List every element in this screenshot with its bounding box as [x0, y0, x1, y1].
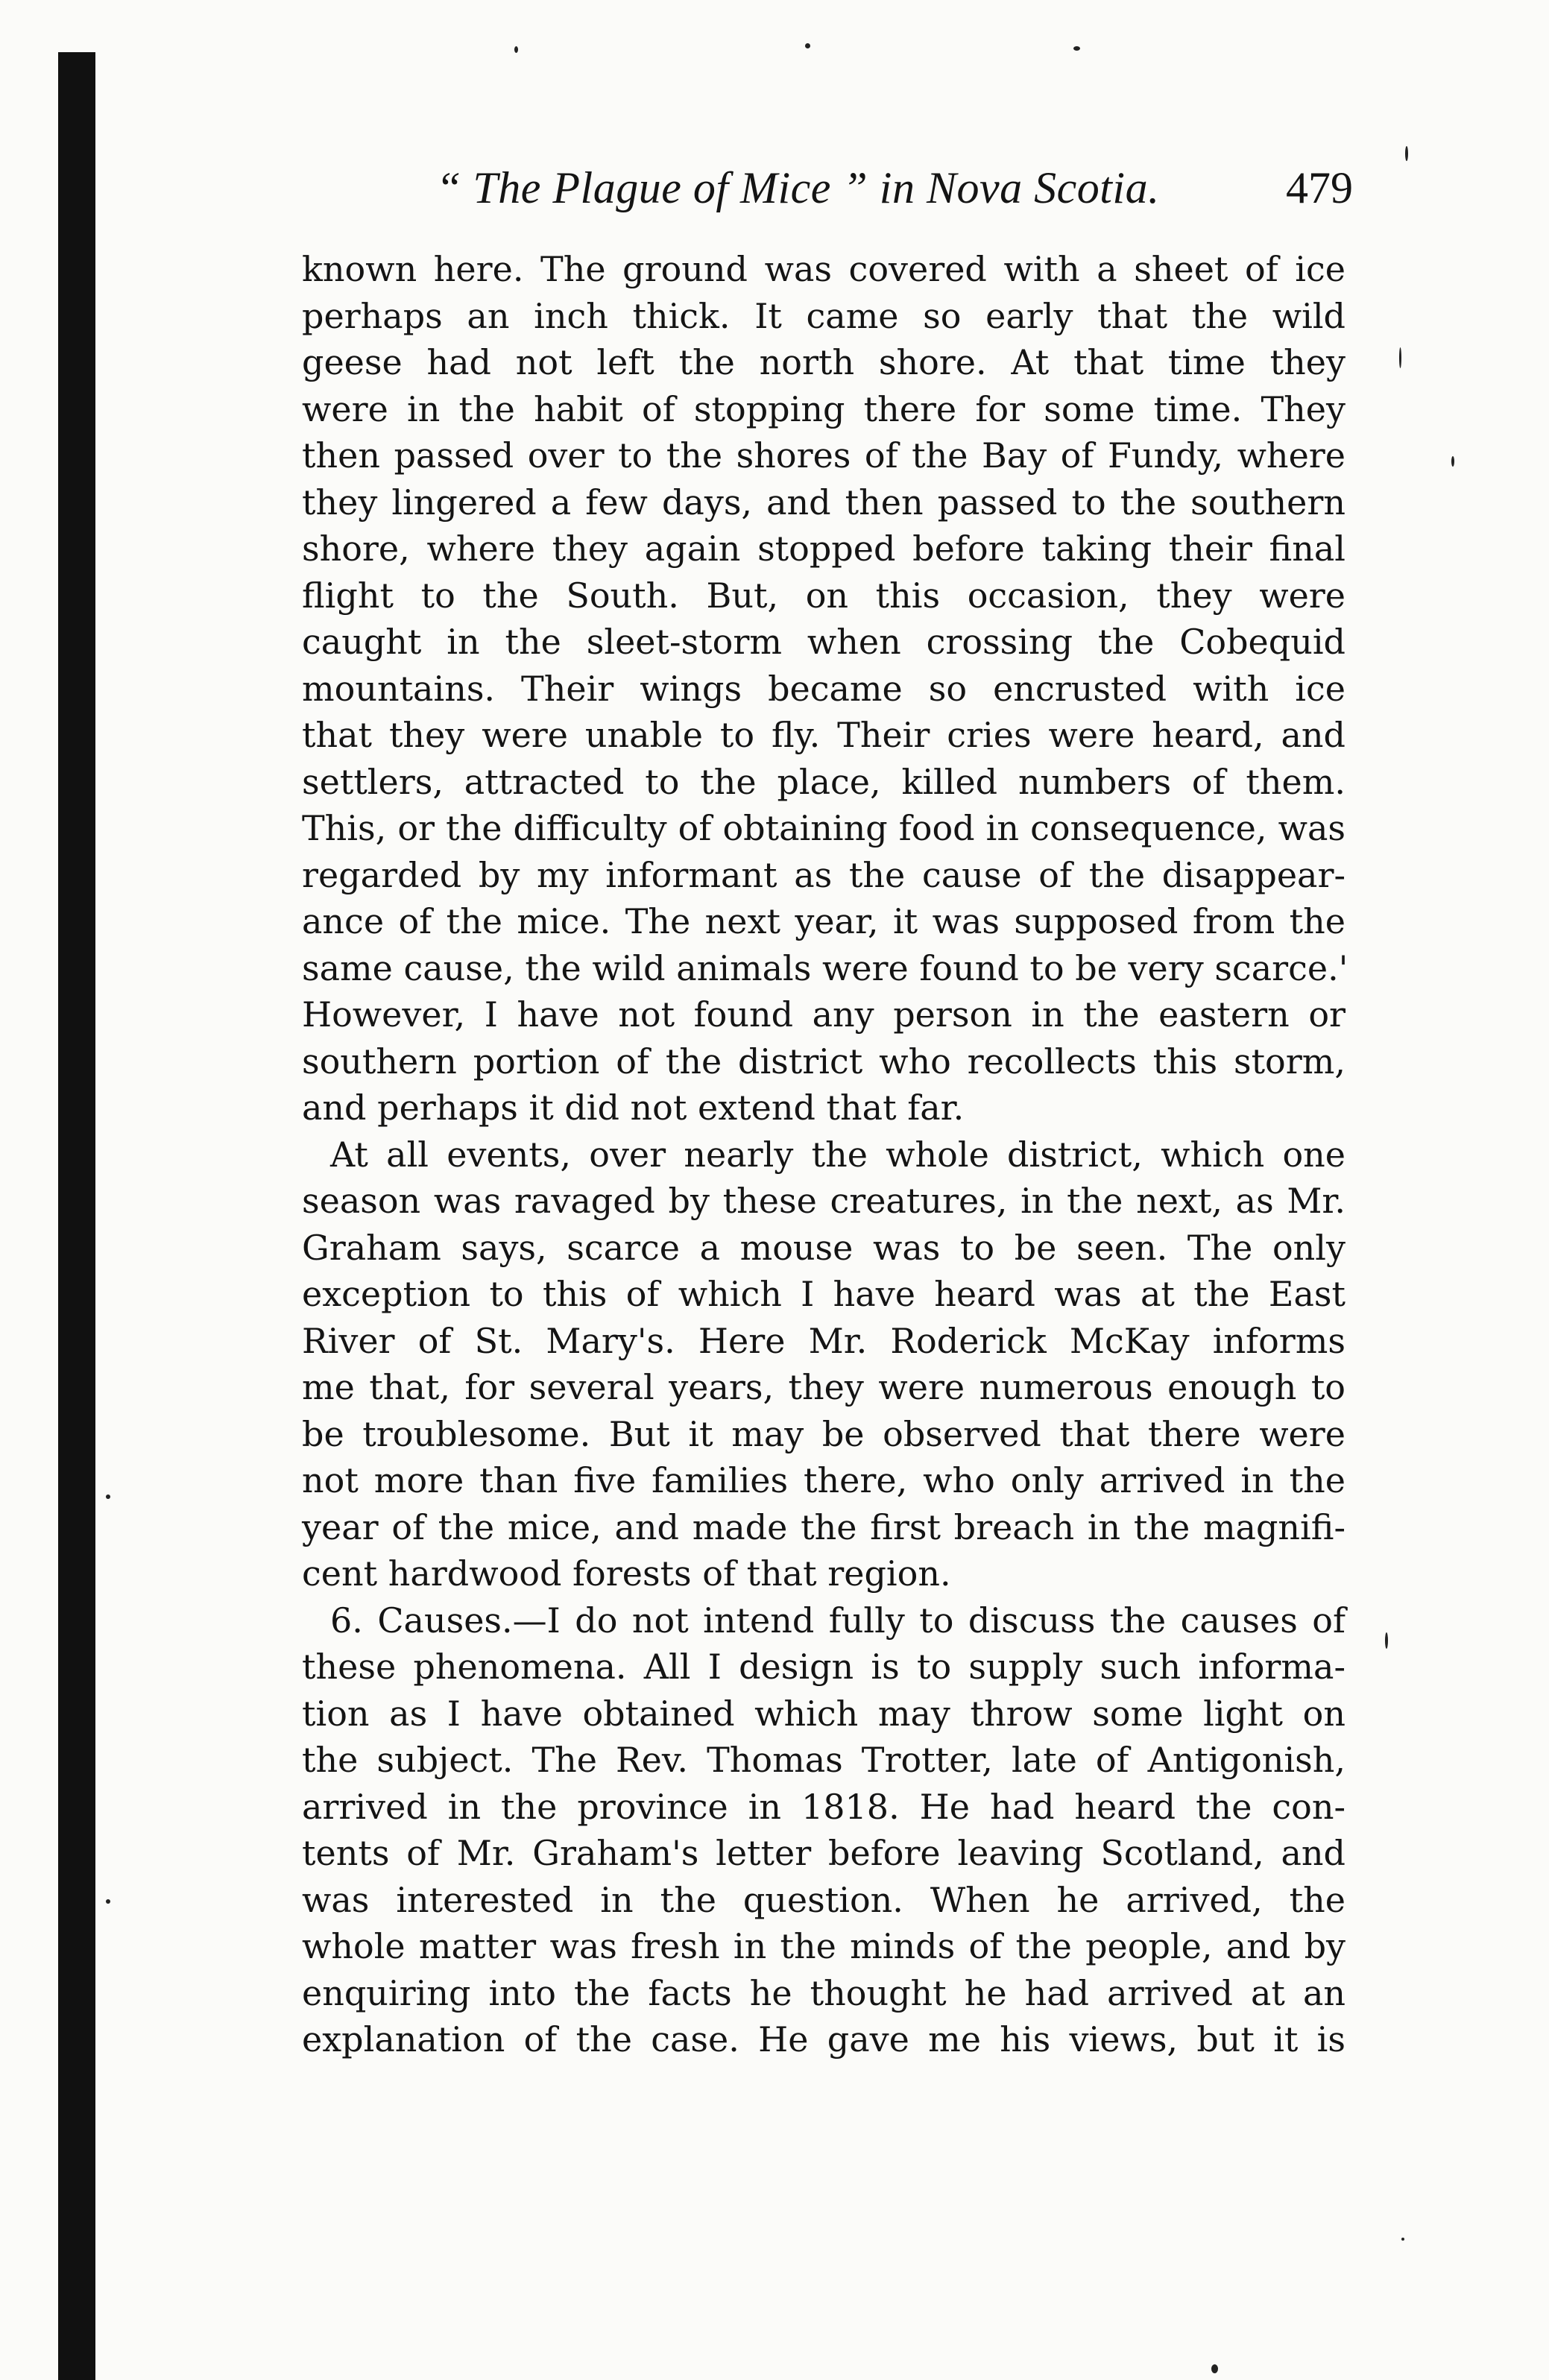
text-line: shore, where they again stopped before taking their final: [302, 528, 1345, 569]
text-line: that they were unable to fly. Their cries were heard, and: [302, 715, 1345, 755]
text-line: mountains. Their wings became so encrusted with ice: [302, 668, 1345, 709]
scan-speck: [1399, 347, 1401, 368]
text-line: regarded by my informant as the cause of the disappear-: [302, 854, 1345, 895]
text-line: geese had not left the north shore. At that time they: [302, 342, 1345, 382]
scan-speck: [1451, 456, 1454, 467]
text-line: arrived in the province in 1818. He had heard the con-: [302, 1786, 1345, 1827]
running-title: “ The Plague of Mice ” in Nova Scotia.: [436, 163, 1160, 212]
text-line: perhaps an inch thick. It came so early that the wild: [302, 295, 1345, 336]
section-heading-line: 6. Causes.—I do not intend fully to discuss the causes of: [330, 1600, 1345, 1641]
text-line: enquiring into the facts he thought he had arrived at an: [302, 1972, 1345, 2013]
text-line: season was ravaged by these creatures, in the next, as Mr.: [302, 1181, 1345, 1221]
binding-edge: [58, 52, 95, 2380]
text-line: were in the habit of stopping there for some time. They: [302, 388, 1345, 429]
paragraph-end-line: and perhaps it did not extend that far.: [302, 1088, 965, 1128]
scan-speck: [1405, 146, 1408, 161]
text-line: River of St. Mary's. Here Mr. Roderick McKay informs: [302, 1320, 1345, 1361]
text-line: known here. The ground was covered with a sheet of ice: [302, 249, 1345, 289]
text-line: tents of Mr. Graham's letter before leaving Scotland, and: [302, 1833, 1345, 1873]
text-line: tion as I have obtained which may throw some light on: [302, 1693, 1345, 1734]
scan-speck: [1211, 2364, 1218, 2373]
text-line: caught in the sleet-storm when crossing the Cobequid: [302, 622, 1345, 662]
scan-speck: [1401, 2238, 1404, 2241]
text-line: was interested in the question. When he arrived, the: [302, 1879, 1345, 1920]
paragraph-end-line: cent hardwood forests of that region.: [302, 1553, 951, 1594]
scan-speck: [514, 46, 518, 53]
text-line: me that, for several years, they were numerous enough to: [302, 1367, 1345, 1407]
text-line: they lingered a few days, and then passed to the southern: [302, 482, 1345, 523]
paragraph-start-line: At all events, over nearly the whole district, which one: [330, 1134, 1345, 1175]
body-text: [302, 246, 1348, 2063]
scan-speck: [1385, 1632, 1388, 1649]
text-line: This, or the difficulty of obtaining food in consequence, was: [302, 808, 1345, 848]
text-line: Graham says, scarce a mouse was to be seen. The only: [302, 1227, 1345, 1268]
text-line: exception to this of which I have heard was at the East: [302, 1274, 1345, 1314]
text-line: southern portion of the district who recollects this storm,: [302, 1041, 1345, 1082]
text-line: be troublesome. But it may be observed that there were: [302, 1413, 1345, 1454]
page-number: 479: [1286, 163, 1353, 212]
scan-speck: [106, 1899, 110, 1904]
text-line: same cause, the wild animals were found to be very scarce.': [302, 947, 1348, 988]
text-line: ance of the mice. The next year, it was supposed from the: [302, 901, 1345, 941]
text-line: settlers, attracted to the place, killed numbers of them.: [302, 761, 1345, 802]
text-line: the subject. The Rev. Thomas Trotter, late of Antigonish,: [302, 1740, 1345, 1780]
text-line: then passed over to the shores of the Bay of Fundy, where: [302, 435, 1345, 476]
text-line: explanation of the case. He gave me his views, but it is: [302, 2019, 1345, 2059]
scan-speck: [805, 43, 810, 48]
running-head: [302, 158, 1368, 218]
text-line: year of the mice, and made the first breach in the magnifi-: [302, 1506, 1345, 1547]
text-line: whole matter was fresh in the minds of the people, and by: [302, 1926, 1345, 1966]
scan-speck: [1073, 46, 1080, 51]
text-line: not more than five families there, who only arrived in the: [302, 1460, 1345, 1500]
text-line: However, I have not found any person in the eastern or: [302, 994, 1345, 1035]
text-line: these phenomena. All I design is to supply such informa-: [302, 1647, 1345, 1687]
text-line: flight to the South. But, on this occasion, they were: [302, 575, 1345, 616]
scan-speck: [106, 1494, 110, 1499]
